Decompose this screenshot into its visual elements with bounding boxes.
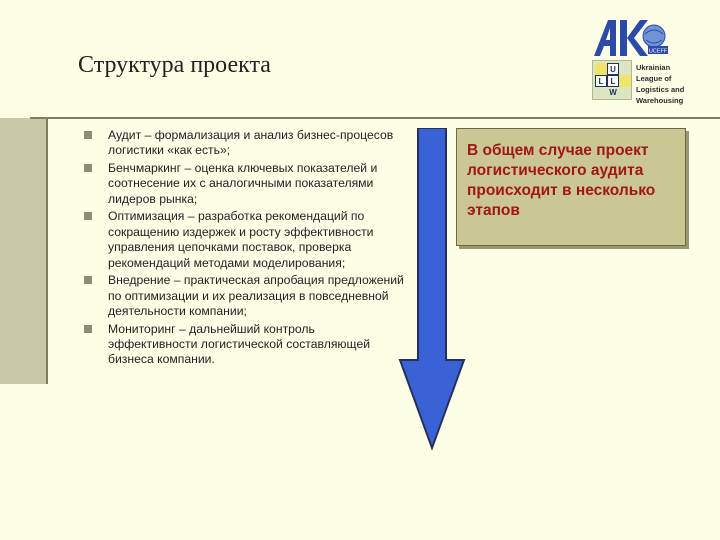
left-decor-bar bbox=[0, 118, 48, 384]
title-divider bbox=[30, 117, 720, 119]
bullet-text: Внедрение – практическая апробация предложений по оптимизации и их реализация в повседневной деятельности компании; bbox=[108, 273, 404, 319]
ulw-logo-cell bbox=[619, 75, 631, 87]
alk-logo-small-text: UCEFF bbox=[648, 48, 668, 55]
bullet-text: Мониторинг – дальнейший контроль эффективности логистической составляющей бизнеса компании. bbox=[108, 321, 371, 367]
square-bullet-icon bbox=[84, 276, 92, 284]
ulw-logo-letter-l2: L bbox=[607, 75, 619, 87]
bullet-item bbox=[84, 209, 404, 271]
square-bullet-icon bbox=[84, 212, 92, 220]
info-box bbox=[456, 128, 686, 246]
square-bullet-icon bbox=[84, 325, 92, 333]
slide-title: Структура проекта bbox=[78, 52, 271, 78]
ulw-logo-grid bbox=[592, 60, 632, 100]
bullet-item bbox=[84, 161, 404, 207]
bullet-list bbox=[84, 128, 404, 370]
bullet-item bbox=[84, 273, 404, 319]
bullet-item bbox=[84, 322, 404, 368]
alk-logo-graphic bbox=[592, 16, 670, 58]
bullet-text: Аудит – формализация и анализ бизнес-процесов логистики «как есть»; bbox=[108, 128, 394, 158]
bullet-text: Оптимизация – разработка рекомендаций по сокращению издержек и росту эффективности управления цепочками поставок, проверка рекомендаций методами моделирования; bbox=[108, 209, 374, 270]
ulw-logo-letter-l1: L bbox=[595, 75, 607, 87]
square-bullet-icon bbox=[84, 164, 92, 172]
bullet-item bbox=[84, 128, 404, 159]
ulw-logo-cell bbox=[595, 63, 607, 75]
ulw-logo bbox=[592, 60, 685, 105]
ulw-logo-letter-u: U bbox=[607, 63, 619, 75]
square-bullet-icon bbox=[84, 131, 92, 139]
bullet-text: Бенчмаркинг – оценка ключевых показателей и соотнесение их с аналогичными показателями лидеров рынка; bbox=[108, 161, 378, 206]
alk-logo bbox=[592, 16, 670, 58]
ulw-logo-letter-w: W bbox=[609, 88, 617, 97]
ulw-logo-text: Ukrainian League of Logistics and Warehousing bbox=[636, 63, 685, 105]
info-box-text: В общем случае проект логистического аудита происходит в несколько этапов bbox=[467, 142, 656, 219]
